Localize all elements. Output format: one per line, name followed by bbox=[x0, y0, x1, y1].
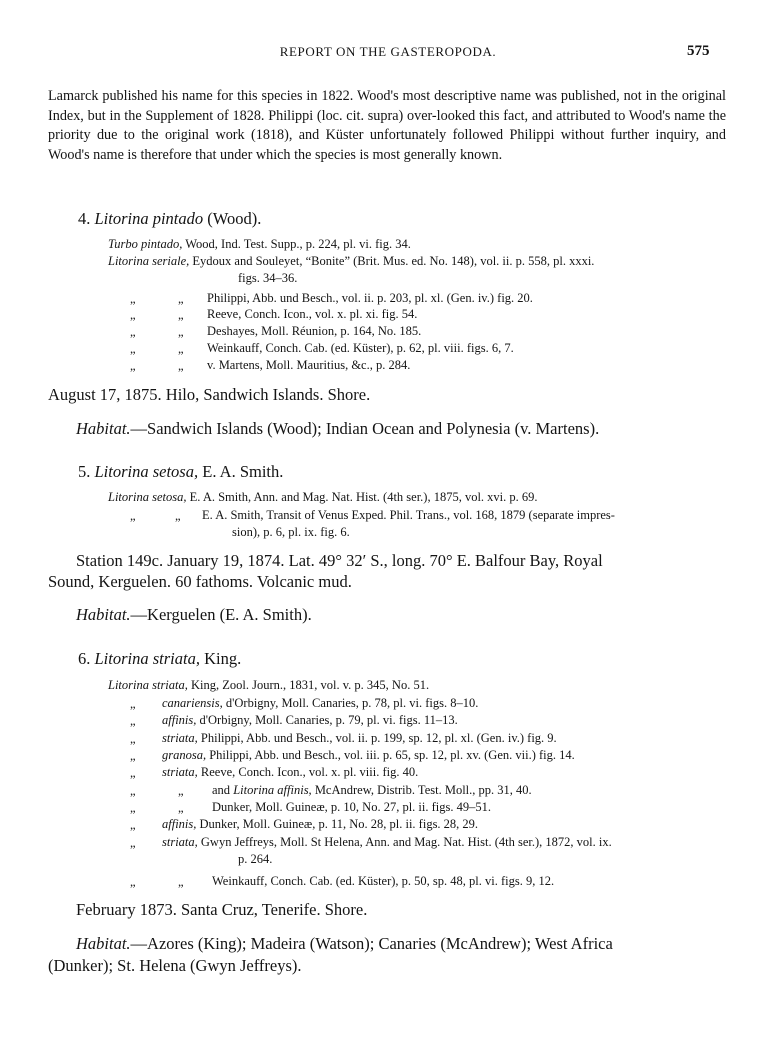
species-6-heading bbox=[78, 649, 241, 669]
ditto-mark: „ bbox=[130, 697, 136, 711]
intro-text: Lamarck published his name for this species in 1822. Wood's most descriptive name was published, not in the original Index, but in the Supplement of 1828. Philippi (loc. cit. supra) over-looked this fact, and attributed to Wood's name the priority due to the original work (1818), and Küster unfortunately followed Philippi without further inquiry, and Wood's name is therefore that under which the species is most generally known. bbox=[48, 88, 726, 164]
synonym-continuation: figs. 34–36. bbox=[238, 271, 298, 285]
habitat-line bbox=[76, 605, 312, 625]
habitat-label: Habitat. bbox=[76, 934, 131, 953]
ditto-mark: „ bbox=[130, 509, 136, 523]
ditto-mark: „ bbox=[130, 836, 136, 850]
synonym-line: striata, Reeve, Conch. Icon., vol. x. pl. viii. fig. 40. bbox=[162, 765, 419, 779]
ditto-mark: „ bbox=[178, 292, 184, 306]
synonym-line: Reeve, Conch. Icon., vol. x. pl. xi. fig. 54. bbox=[207, 307, 418, 321]
habitat-label: Habitat. bbox=[76, 605, 131, 624]
ditto-mark: „ bbox=[130, 818, 136, 832]
ditto-mark: „ bbox=[130, 342, 136, 356]
species-author: King. bbox=[204, 649, 242, 668]
ditto-mark: „ bbox=[175, 509, 181, 523]
synonym-line: granosa, Philippi, Abb. und Besch., vol. iii. p. 65, sp. 12, pl. xv. (Gen. vii.) fig. 14. bbox=[162, 748, 575, 762]
habitat-text: —Kerguelen (E. A. Smith). bbox=[130, 605, 312, 624]
intro-paragraph bbox=[48, 87, 726, 166]
ditto-mark: „ bbox=[178, 359, 184, 373]
species-number: 5. bbox=[78, 462, 91, 481]
species-5-heading bbox=[78, 462, 283, 482]
ditto-mark: „ bbox=[130, 325, 136, 339]
ditto-mark: „ bbox=[178, 342, 184, 356]
station-record-line-1: Station 149c. January 19, 1874. Lat. 49° 32′ S., long. 70° E. Balfour Bay, Royal bbox=[76, 551, 603, 570]
synonym-line: affinis, d'Orbigny, Moll. Canaries, p. 79, pl. vi. figs. 11–13. bbox=[162, 713, 458, 727]
habitat-label: Habitat. bbox=[76, 419, 131, 438]
synonym-line: Weinkauff, Conch. Cab. (ed. Küster), p. 50, sp. 48, pl. vi. figs. 9, 12. bbox=[212, 874, 555, 888]
synonym-line: canariensis, d'Orbigny, Moll. Canaries, p. 78, pl. vi. figs. 8–10. bbox=[162, 696, 479, 710]
habitat-text: —Azores (King); Madeira (Watson); Canaries (McAndrew); West Africa bbox=[130, 934, 613, 953]
synonym-line: striata, Philippi, Abb. und Besch., vol. ii. p. 199, sp. 12, pl. xl. (Gen. iv.) fig. 9. bbox=[162, 731, 557, 745]
species-name: Litorina striata, bbox=[94, 649, 200, 668]
ditto-mark: „ bbox=[130, 714, 136, 728]
ditto-mark: „ bbox=[130, 732, 136, 746]
synonym-line: Litorina striata, King, Zool. Journ., 1831, vol. v. p. 345, No. 51. bbox=[108, 678, 430, 692]
synonym-line: Deshayes, Moll. Réunion, p. 164, No. 185. bbox=[207, 324, 422, 338]
ditto-mark: „ bbox=[130, 749, 136, 763]
synonym-continuation: sion), p. 6, pl. ix. fig. 6. bbox=[232, 525, 350, 539]
synonym-line: and Litorina affinis, McAndrew, Distrib. Test. Moll., pp. 31, 40. bbox=[212, 783, 532, 797]
habitat-line-2: (Dunker); St. Helena (Gwyn Jeffreys). bbox=[48, 956, 302, 975]
ditto-mark: „ bbox=[130, 308, 136, 322]
running-header: REPORT ON THE GASTEROPODA. bbox=[279, 44, 497, 59]
habitat-text: —Sandwich Islands (Wood); Indian Ocean and Polynesia (v. Martens). bbox=[130, 419, 600, 438]
synonym-line: Philippi, Abb. und Besch., vol. ii. p. 203, pl. xl. (Gen. iv.) fig. 20. bbox=[207, 291, 533, 305]
habitat-line bbox=[76, 419, 599, 439]
page-number: 575 bbox=[687, 43, 710, 59]
synonym-line: Litorina seriale, Eydoux and Souleyet, “Bonite” (Brit. Mus. ed. No. 148), vol. ii. p. 558, pl. xxxi. bbox=[108, 254, 595, 268]
synonym-line: striata, Gwyn Jeffreys, Moll. St Helena, Ann. and Mag. Nat. Hist. (4th ser.), 1872, vol. ix. bbox=[162, 835, 612, 849]
ditto-mark: „ bbox=[130, 875, 136, 889]
ditto-mark: „ bbox=[130, 766, 136, 780]
synonym-line: affinis, Dunker, Moll. Guineæ, p. 11, No. 28, pl. ii. figs. 28, 29. bbox=[162, 817, 479, 831]
species-name: Litorina setosa, bbox=[94, 462, 199, 481]
synonym-line: Litorina setosa, E. A. Smith, Ann. and Mag. Nat. Hist. (4th ser.), 1875, vol. xvi. p. 69. bbox=[108, 490, 538, 504]
species-number: 4. bbox=[78, 209, 91, 228]
synonym-line: v. Martens, Moll. Mauritius, &c., p. 284. bbox=[207, 358, 411, 372]
ditto-mark: „ bbox=[178, 325, 184, 339]
habitat-line-1 bbox=[76, 934, 613, 954]
synonym-line: Dunker, Moll. Guineæ, p. 10, No. 27, pl. ii. figs. 49–51. bbox=[212, 800, 492, 814]
ditto-mark: „ bbox=[178, 784, 184, 798]
ditto-mark: „ bbox=[178, 875, 184, 889]
species-author: E. A. Smith. bbox=[202, 462, 284, 481]
ditto-mark: „ bbox=[130, 801, 136, 815]
ditto-mark: „ bbox=[178, 801, 184, 815]
ditto-mark: „ bbox=[130, 784, 136, 798]
synonym-line: Weinkauff, Conch. Cab. (ed. Küster), p. 62, pl. viii. figs. 6, 7. bbox=[207, 341, 514, 355]
species-4-heading bbox=[78, 209, 261, 229]
species-number: 6. bbox=[78, 649, 91, 668]
station-record-line-2: Sound, Kerguelen. 60 fathoms. Volcanic mud. bbox=[48, 572, 352, 591]
synonym-line: E. A. Smith, Transit of Venus Exped. Phil. Trans., vol. 168, 1879 (separate impres- bbox=[202, 508, 615, 522]
station-record: August 17, 1875. Hilo, Sandwich Islands. Shore. bbox=[48, 385, 371, 404]
ditto-mark: „ bbox=[178, 308, 184, 322]
synonym-continuation: p. 264. bbox=[238, 852, 273, 866]
station-record: February 1873. Santa Cruz, Tenerife. Shore. bbox=[76, 900, 368, 919]
species-name: Litorina pintado bbox=[94, 209, 204, 228]
ditto-mark: „ bbox=[130, 292, 136, 306]
ditto-mark: „ bbox=[130, 359, 136, 373]
synonym-line: Turbo pintado, Wood, Ind. Test. Supp., p. 224, pl. vi. fig. 34. bbox=[108, 237, 411, 251]
species-author: (Wood). bbox=[207, 209, 262, 228]
